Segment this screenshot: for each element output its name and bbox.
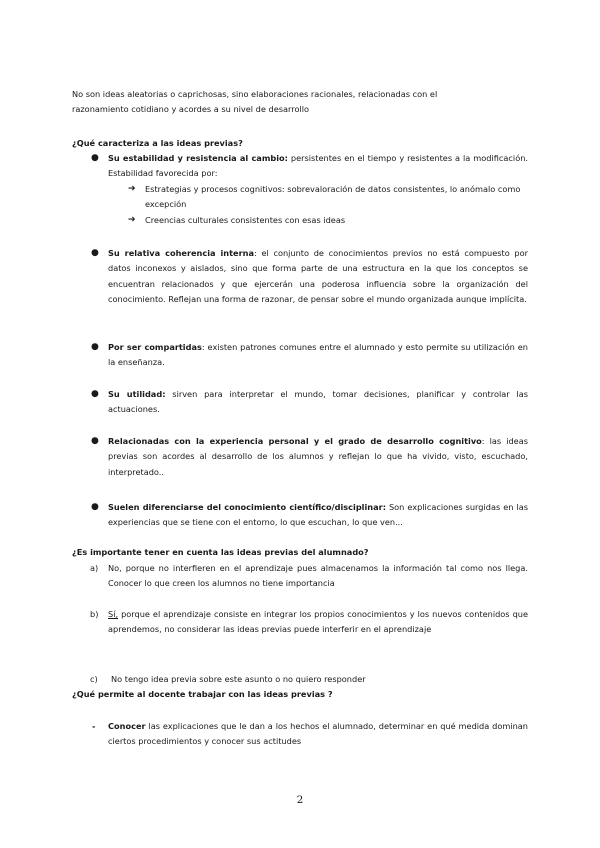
arrow-icon: ➔ — [128, 215, 136, 225]
section-heading-teacher: ¿Qué permite al docente trabajar con las ideas previas ? — [72, 689, 333, 699]
list-item-coherence — [108, 246, 528, 307]
list-item-scientific — [108, 500, 528, 531]
list-item-label: Suelen diferenciarse del conocimiento científico/disciplinar: — [108, 502, 386, 512]
arrow-icon: ➔ — [128, 184, 136, 194]
page-number: 2 — [296, 794, 304, 806]
list-item-label: Su estabilidad y resistencia al cambio: — [108, 153, 288, 163]
option-b — [108, 607, 528, 638]
list-item-text: : el conjunto de conocimientos previos no está compuesto por datos inconexos y aislados, sino que forma parte de una estructura en la que los conceptos se encuentran relacionados y que ejercerán una poderosa influencia sobre la organización del conocimiento. Reflejan una forma de razonar, de pensar sobre el mundo organizada aunque implícita. — [108, 248, 528, 304]
bullet-icon: ● — [91, 153, 99, 163]
list-item-experience — [108, 434, 528, 480]
intro-paragraph: No son ideas aleatorias o caprichosas, sino elaboraciones racionales, relacionadas con el razonamiento cotidiano y acordes a su nivel de desarrollo — [72, 89, 438, 115]
list-item-text: las explicaciones que le dan a los hechos el alumnado, determinar en qué medida dominan ciertos procedimientos y conocer sus actitudes — [108, 721, 528, 747]
list-item-shared — [108, 340, 528, 371]
list-item-label: Por ser compartidas — [108, 342, 202, 352]
list-item-label: Relacionadas con la experiencia personal y el grado de desarrollo cognitivo — [108, 436, 482, 446]
list-item-stability — [108, 151, 528, 182]
option-a: No, porque no interfieren en el aprendizaje pues almacenamos la información tal como nos llega. Conocer lo que creen los alumnos no tiene importancia — [108, 563, 528, 589]
list-item-label: Su utilidad: — [108, 389, 166, 399]
option-letter: a) — [90, 563, 99, 573]
list-item-text: : existen patrones comunes entre el alumnado y esto permite su utilización en la enseñanza. — [108, 342, 528, 368]
bullet-icon: ● — [91, 248, 99, 258]
bullet-icon: ● — [91, 342, 99, 352]
section-heading-importance: ¿Es importante tener en cuenta las ideas previas del alumnado? — [72, 547, 369, 557]
section-heading-characteristics: ¿Qué caracteriza a las ideas previas? — [72, 138, 243, 148]
bullet-icon: ● — [91, 436, 99, 446]
list-item-label: Conocer — [108, 721, 146, 731]
option-underlined-word: Sí, — [108, 609, 119, 619]
list-item-text: persistentes en el tiempo y resistentes a la modificación. Estabilidad favorecida por: — [108, 153, 528, 179]
option-c: No tengo idea previa sobre este asunto o no quiero responder — [111, 674, 366, 684]
list-item-label: Su relativa coherencia interna — [108, 248, 254, 258]
bullet-icon: ● — [91, 502, 99, 512]
list-item-text: : las ideas previas son acordes al desarrollo de los alumnos y reflejan lo que ha vivido, visto, escuchado, interpretado.. — [108, 436, 528, 477]
list-item-text: Son explicaciones surgidas en las experiencias que se tiene con el entorno, lo que escuchan, lo que ven... — [108, 502, 528, 528]
bullet-icon: ● — [91, 389, 99, 399]
list-item-text: sirven para interpretar el mundo, tomar decisiones, planificar y controlar las actuaciones. — [108, 389, 528, 415]
list-item-utility — [108, 387, 528, 418]
option-text: porque el aprendizaje consiste en integrar los propios conocimientos y los nuevos contenidos que aprendemos, no considerar las ideas previas puede interferir en el aprendizaje — [108, 609, 528, 635]
sub-item-strategies: Estrategias y procesos cognitivos: sobrevaloración de datos consistentes, lo anómalo como excepción — [145, 184, 521, 210]
list-item-know — [108, 719, 528, 750]
option-letter: c) — [90, 674, 98, 684]
dash-marker: - — [92, 721, 96, 731]
sub-item-beliefs: Creencias culturales consistentes con esas ideas — [145, 215, 346, 225]
option-letter: b) — [90, 609, 99, 619]
